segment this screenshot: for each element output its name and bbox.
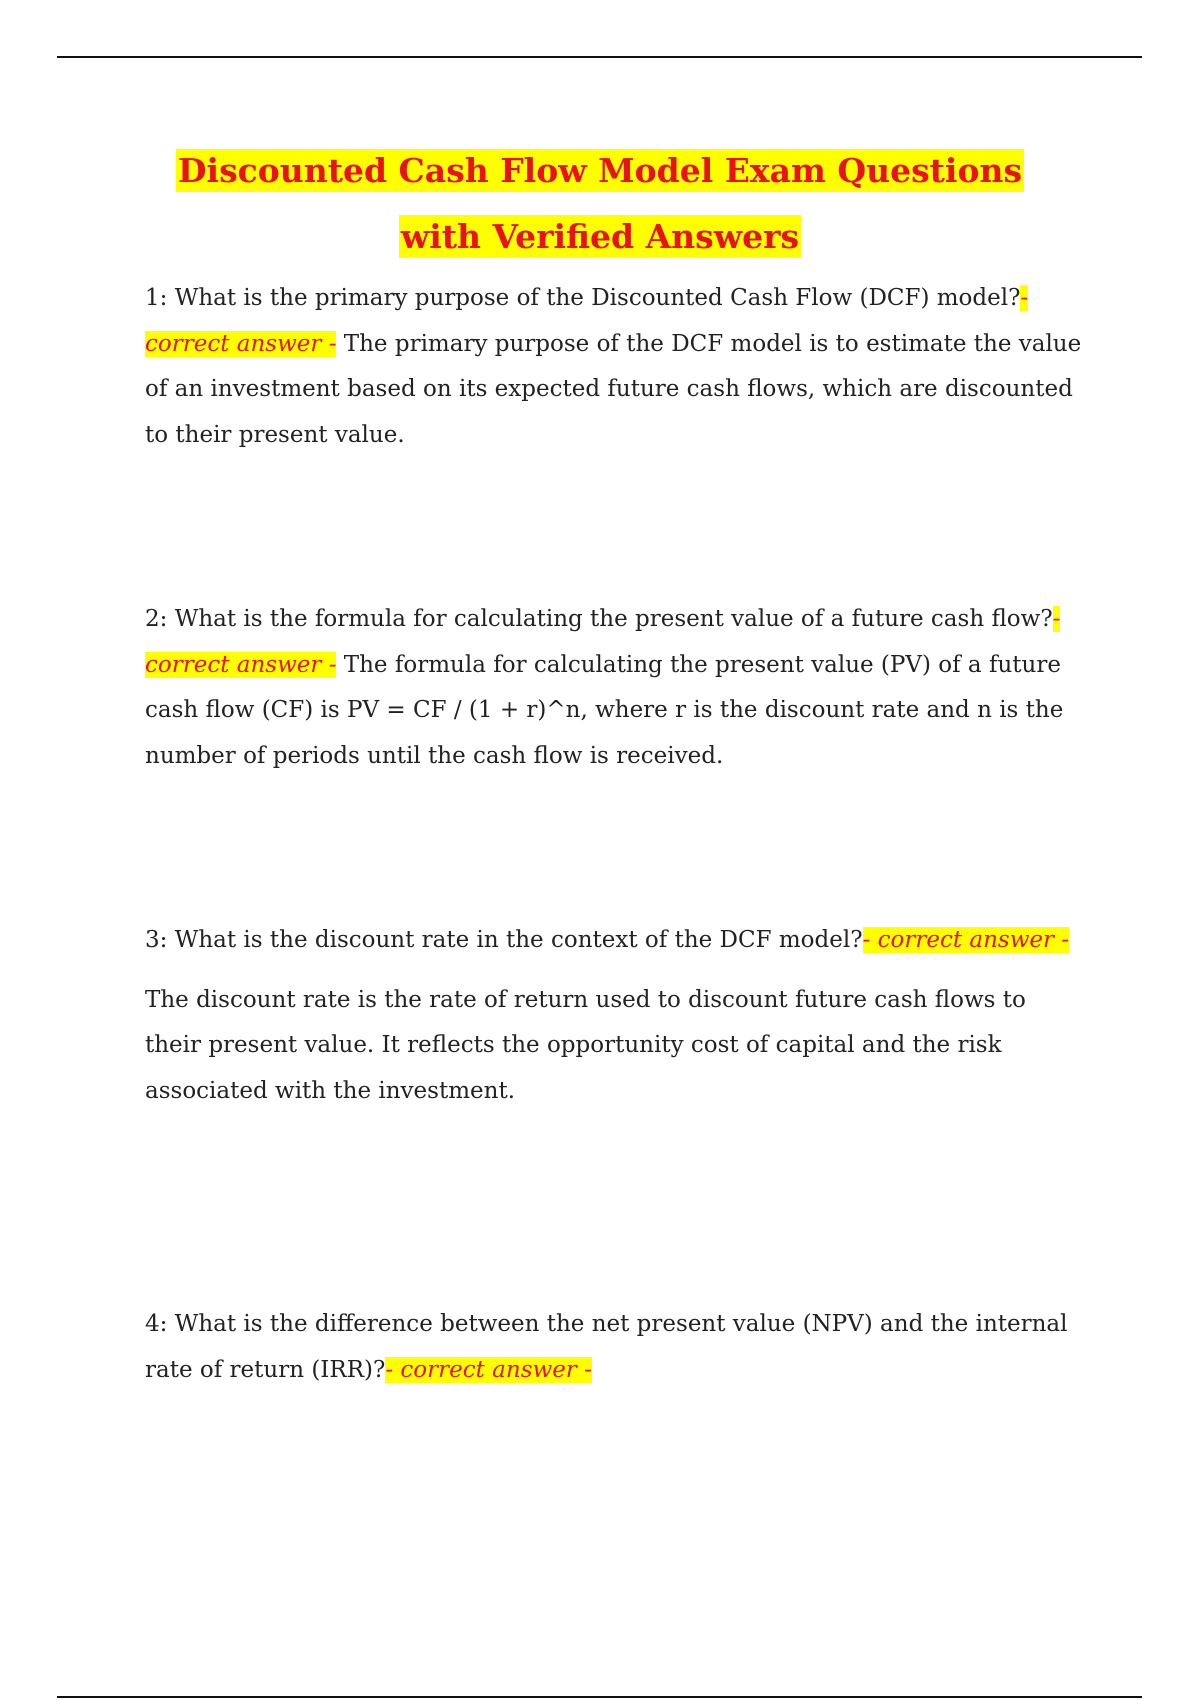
question-block-2 bbox=[145, 597, 1085, 779]
title-line-2: with Verified Answers bbox=[400, 217, 800, 256]
bottom-rule bbox=[57, 1696, 1142, 1698]
answer-text: The primary purpose of the DCF model is to estimate the value of an investment based on its expected future cash flows, which are discounted to their present value. bbox=[145, 330, 1082, 448]
question-block-3 bbox=[145, 918, 1085, 1114]
answer-marker: correct answer - bbox=[145, 330, 337, 357]
answer-text: The discount rate is the rate of return used to discount future cash flows to their present value. It reflects the opportunity cost of capital and the risk associated with the investment. bbox=[145, 986, 1026, 1104]
answer-text: The formula for calculating the present value (PV) of a future cash flow (CF) is PV = CF / (1 + r)^n, where r is the discount rate and n is the number of periods until the cash flow is received. bbox=[145, 651, 1064, 769]
question-text: 3: What is the discount rate in the context of the DCF model? bbox=[145, 927, 863, 953]
title-line-1: Discounted Cash Flow Model Exam Questions bbox=[177, 151, 1023, 190]
document-title bbox=[0, 138, 1200, 270]
top-rule bbox=[57, 56, 1142, 58]
question-block-4 bbox=[145, 1302, 1085, 1393]
question-block-1 bbox=[145, 276, 1085, 458]
answer-marker: - correct answer - bbox=[145, 606, 1061, 678]
question-text: 4: What is the difference between the net present value (NPV) and the internal rate of return (IRR)? bbox=[145, 1311, 1068, 1383]
question-text: 2: What is the formula for calculating the present value of a future cash flow? bbox=[145, 606, 1053, 632]
answer-marker: - correct answer - bbox=[862, 927, 1070, 953]
answer-marker-dash: - bbox=[1020, 285, 1029, 311]
question-text: 1: What is the primary purpose of the Discounted Cash Flow (DCF) model? bbox=[145, 285, 1021, 311]
answer-marker: - correct answer - bbox=[385, 1356, 592, 1383]
